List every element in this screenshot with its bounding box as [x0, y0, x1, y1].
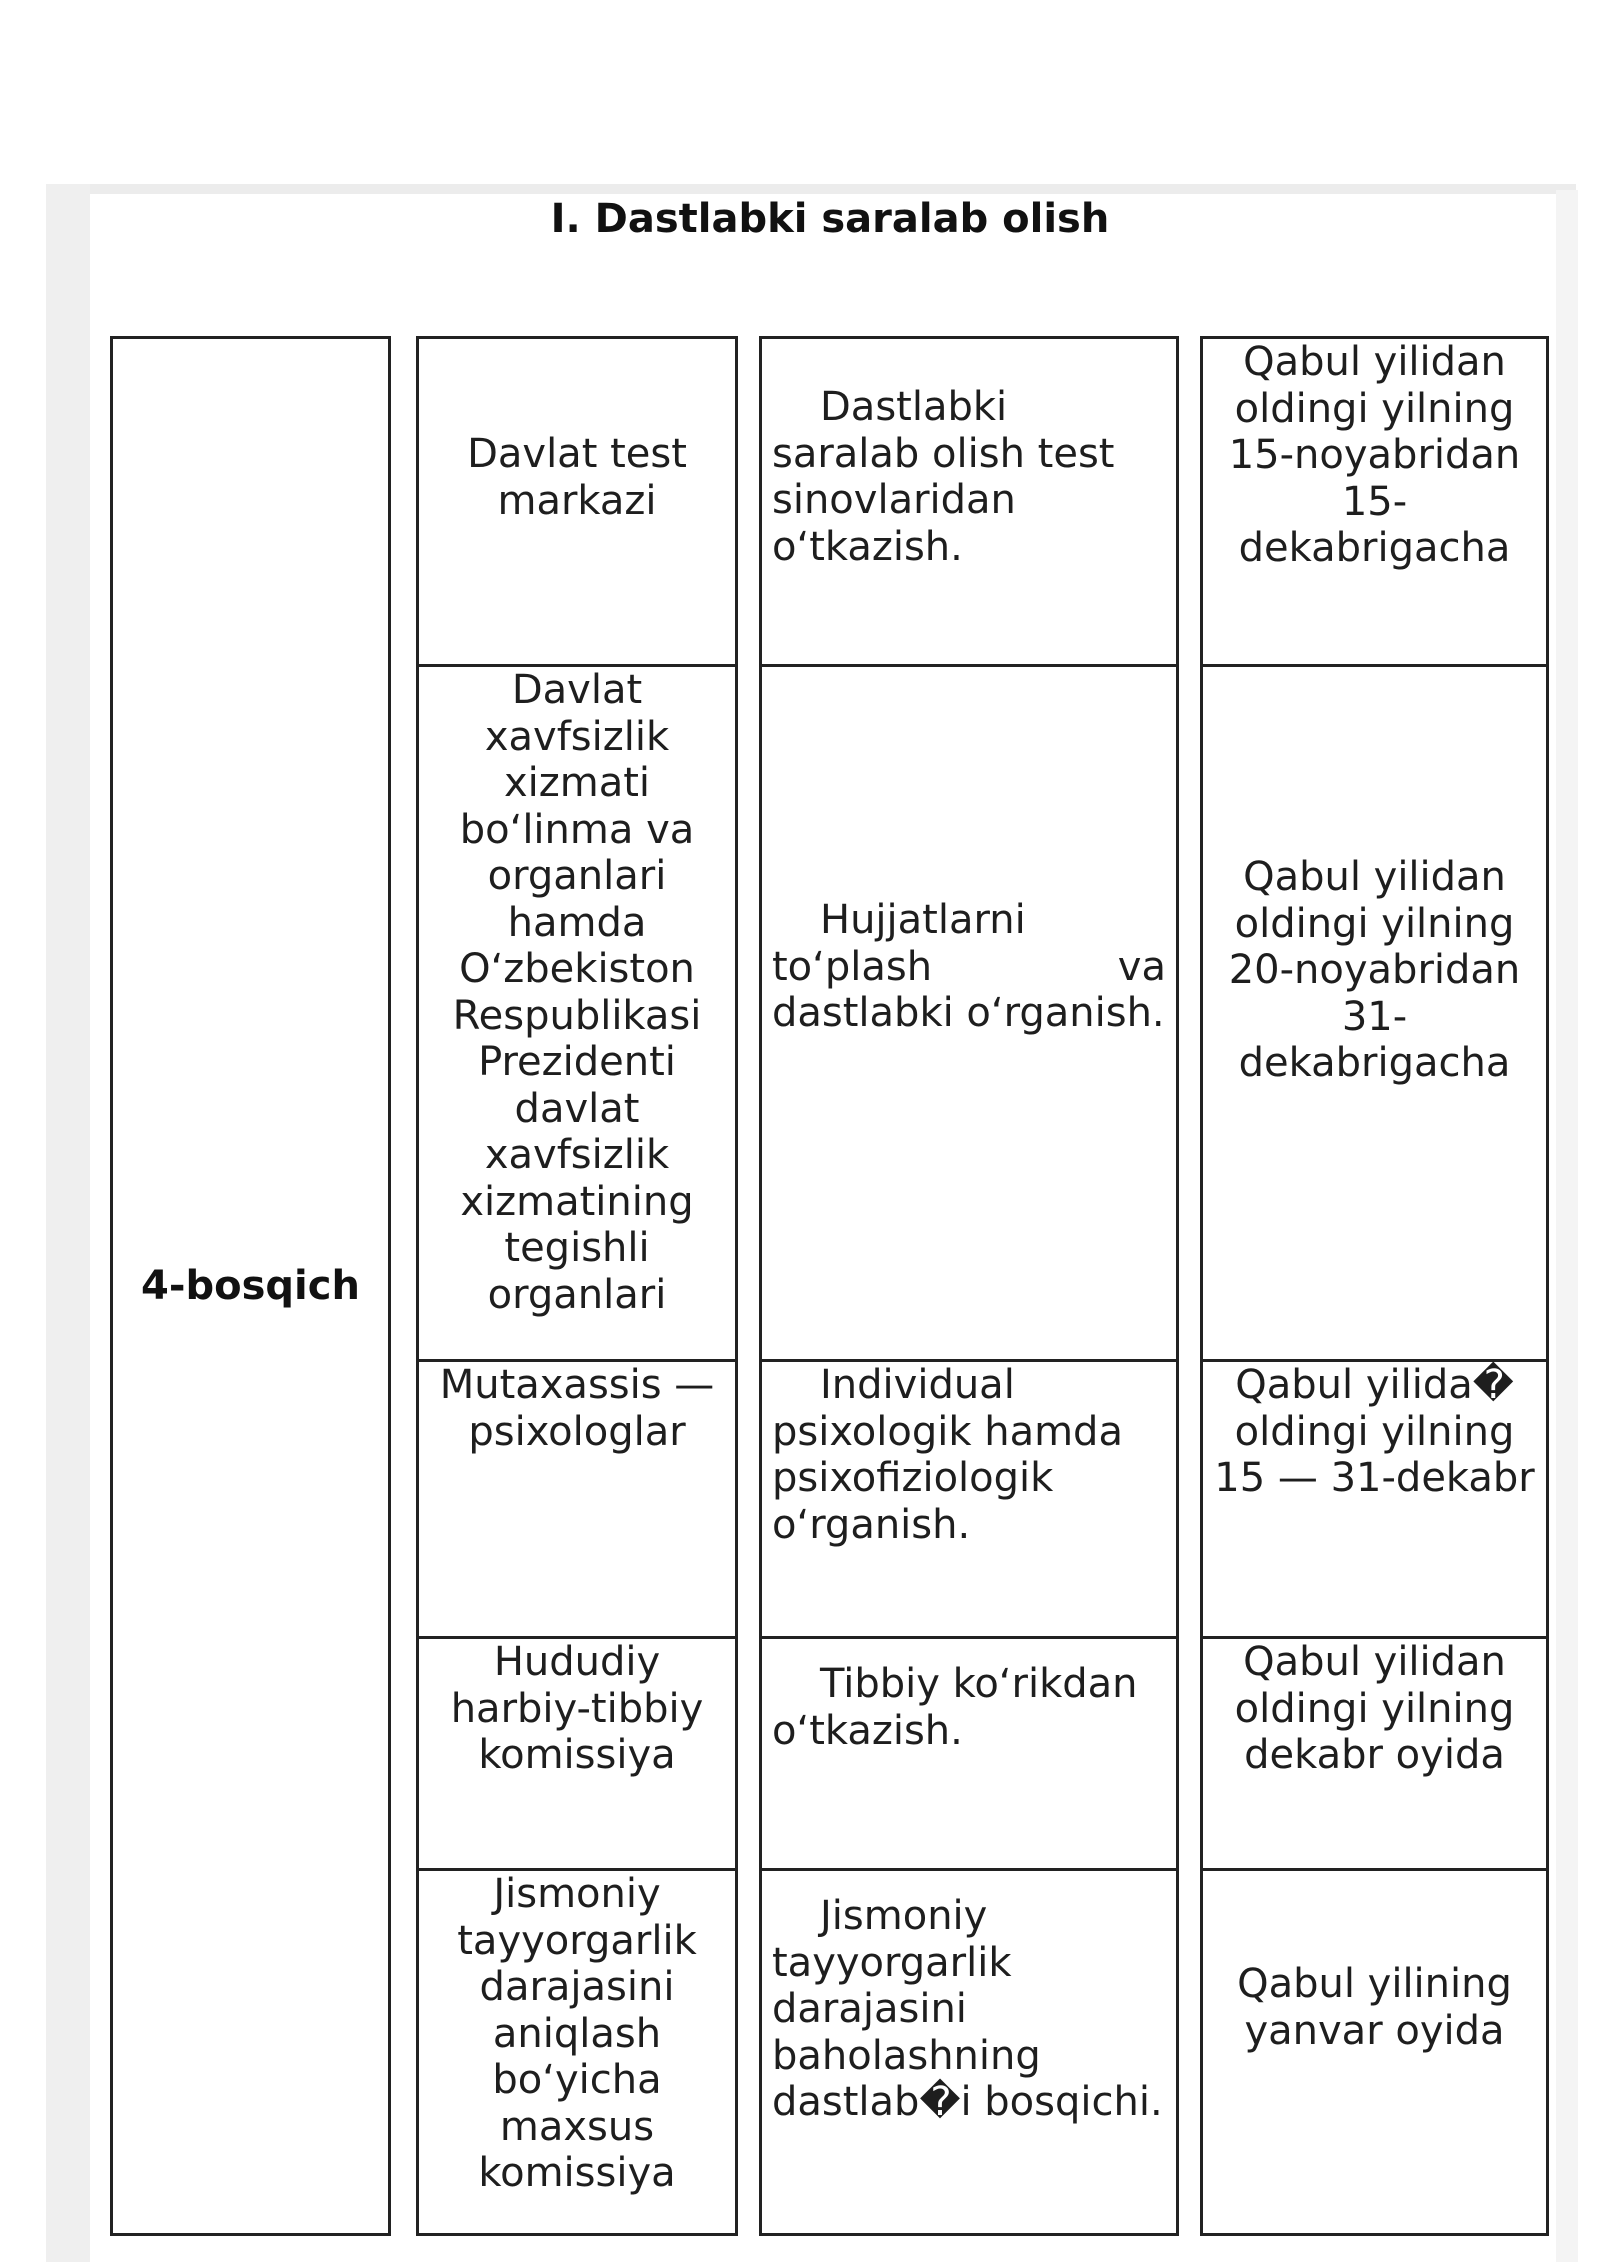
responsible-cell-3: Mutaxassis — psixologlar	[419, 1359, 735, 1636]
period-cell-3: Qabul yilida� oldingi yilning 15 — 31-dekabr	[1203, 1359, 1546, 1636]
activity-cell-3: Individual psixologik hamda psixofiziologik o‘rganish.	[762, 1359, 1176, 1636]
activity-cell-1: Dastlabki saralab olish test sinovlaridan o‘tkazish.	[772, 384, 1115, 570]
period-cell-2: Qabul yilidan oldingi yilning 20-noyabridan 31-dekabrigacha	[1203, 664, 1546, 1359]
document-title: I. Dastlabki saralab olish	[550, 196, 1110, 242]
activity-cell-4: Tibbiy ko‘rikdan o‘tkazish.	[762, 1636, 1176, 1868]
activity-cell-2: Hujjatlarni to‘plash va dastlabki o‘rganish.	[762, 664, 1176, 1359]
page-right-edge	[1556, 190, 1578, 2262]
period-column	[1200, 336, 1549, 2236]
responsible-column	[416, 336, 738, 2236]
responsible-cell-1: Davlat test markazi	[467, 431, 687, 524]
period-cell-5: Qabul yilining yanvar oyida	[1203, 1868, 1546, 2239]
responsible-cell-4: Hududiy harbiy-tibbiy komissiya	[419, 1636, 735, 1868]
page-top-edge	[46, 184, 1576, 194]
stage-label: 4-bosqich	[141, 1263, 360, 1309]
activity-column	[759, 336, 1179, 2236]
stage-cell	[110, 336, 391, 2236]
page-left-edge	[46, 184, 90, 2262]
activity-cell-5: Jismoniy tayyorgarlik darajasini baholashning dastlab�i bosqichi.	[762, 1868, 1176, 2239]
period-cell-1: Qabul yilidan oldingi yilning 15-noyabridan 15-dekabrigacha	[1228, 339, 1521, 571]
responsible-cell-2: Davlat xavfsizlik xizmati bo‘linma va organlari hamda O‘zbekiston Respublikasi Prezidenti davlat xavfsizlik xizmatining tegishli organlari	[419, 664, 735, 1359]
responsible-cell-5: Jismoniy tayyorgarlik darajasini aniqlash bo‘yicha maxsus komissiya	[419, 1868, 735, 2239]
period-cell-4: Qabul yilidan oldingi yilning dekabr oyida	[1203, 1636, 1546, 1868]
